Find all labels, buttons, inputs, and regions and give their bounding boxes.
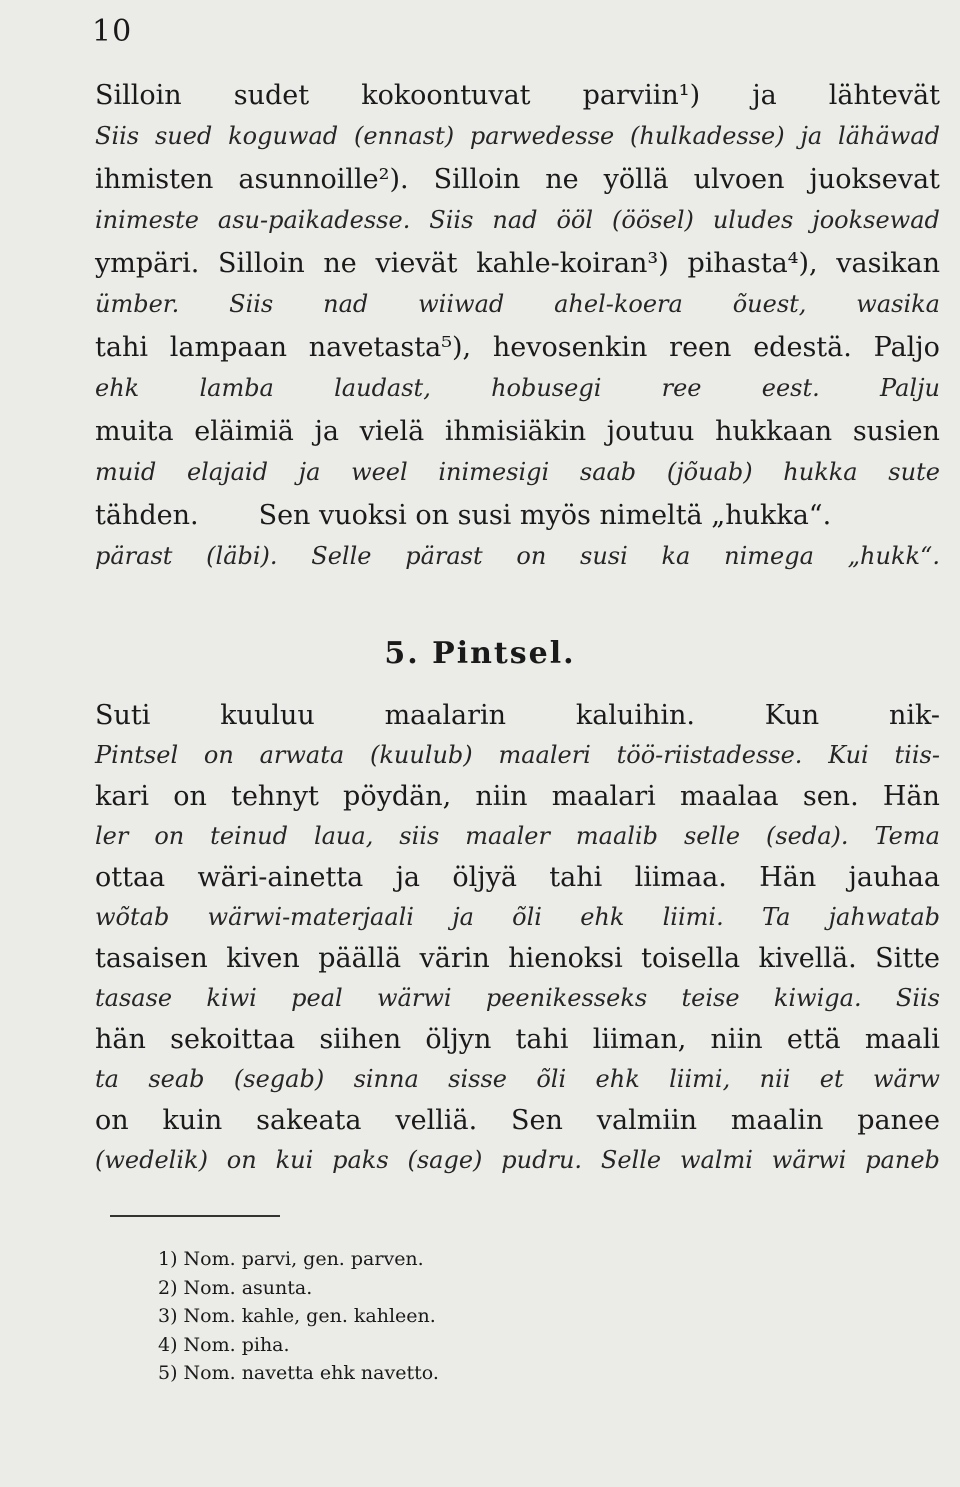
word: ehk: [595, 1064, 640, 1093]
word: (segab): [233, 1064, 325, 1093]
word: valmiin: [596, 1105, 698, 1136]
word: asunnoille²).: [238, 164, 409, 195]
word: hän: [95, 1024, 146, 1055]
word: Silloin: [218, 248, 305, 279]
word: lamba: [199, 374, 274, 402]
footnote-rule: [110, 1215, 280, 1217]
word: maalib: [575, 821, 658, 850]
finnish-line: [95, 500, 940, 531]
word: ümber.: [95, 290, 180, 318]
word: „hukk“.: [847, 542, 940, 570]
word: on: [226, 1145, 257, 1174]
word: navetasta⁵),: [308, 332, 472, 363]
word: liimi,: [669, 1064, 731, 1093]
word: sued: [154, 122, 213, 150]
word: Selle: [600, 1145, 662, 1174]
word: Siis: [95, 122, 140, 150]
word: Selle: [311, 542, 372, 570]
estonian-line: [95, 290, 940, 318]
word: wärwi-materjaali: [207, 902, 414, 931]
word: wiiwad: [418, 290, 505, 318]
word: pihasta⁴),: [687, 248, 818, 279]
word: jahwatab: [828, 902, 940, 931]
word: tiis-: [894, 740, 940, 769]
word: sen.: [802, 781, 859, 812]
word: hevosenkin: [492, 332, 648, 363]
footnote: 2) Nom. asunta.: [158, 1276, 313, 1299]
word: Sitte: [875, 943, 940, 974]
estonian-line: [95, 458, 940, 486]
word: ta: [95, 1064, 119, 1093]
word: paneb: [865, 1145, 940, 1174]
word: (wedelik): [95, 1145, 208, 1174]
word: inimeste: [95, 206, 199, 234]
estonian-line: [95, 741, 940, 769]
word: õli: [536, 1064, 567, 1093]
word: on: [95, 1105, 129, 1136]
word: tasaisen: [95, 943, 208, 974]
word: nad: [492, 206, 538, 234]
word: pärast: [95, 542, 173, 570]
finnish-line: [95, 332, 940, 363]
finnish-line: [95, 862, 940, 893]
word: muita: [95, 416, 174, 447]
word: ulvoen: [693, 164, 785, 195]
word: paks: [332, 1145, 389, 1174]
word: ehk: [95, 374, 140, 402]
word: parwedesse: [469, 122, 615, 150]
estonian-line: [95, 984, 940, 1012]
word: sinna: [353, 1064, 419, 1093]
word: sakeata: [256, 1105, 362, 1136]
word: teise: [681, 983, 740, 1012]
word: susien: [852, 416, 940, 447]
word: ja: [314, 416, 340, 447]
word: ihmisiäkin: [444, 416, 587, 447]
word: laua,: [313, 821, 374, 850]
word: pärast: [405, 542, 483, 570]
word: juoksevat: [809, 164, 940, 195]
word: kiwi: [206, 983, 257, 1012]
word: ler: [95, 821, 129, 850]
word: edestä.: [753, 332, 852, 363]
word: (sage): [407, 1145, 483, 1174]
word: eläimiä: [194, 416, 294, 447]
word: niin: [475, 781, 528, 812]
word: tähden.: [95, 500, 199, 531]
word: on: [516, 542, 547, 570]
word: Siis: [429, 206, 474, 234]
word: (ennast): [353, 122, 455, 150]
word: wärw: [873, 1064, 940, 1093]
word: laudast,: [334, 374, 431, 402]
word: töö-riistadesse.: [616, 740, 803, 769]
word: Silloin: [95, 80, 182, 111]
estonian-line: [95, 542, 940, 570]
word: elajaid: [186, 458, 268, 486]
finnish-line: [95, 416, 940, 447]
word: ree: [661, 374, 702, 402]
word: Suti: [95, 700, 151, 731]
word: Pintsel: [95, 740, 179, 769]
section-heading: 5. Pintsel.: [384, 636, 576, 671]
word: kui: [275, 1145, 314, 1174]
word: maaler: [465, 821, 550, 850]
word: kuuluu: [220, 700, 315, 731]
word: ottaa: [95, 862, 166, 893]
estonian-line: [95, 1065, 940, 1093]
word: päällä: [318, 943, 402, 974]
word: ne: [545, 164, 579, 195]
word: ne: [323, 248, 357, 279]
word: Paljo: [873, 332, 940, 363]
finnish-line: [95, 781, 940, 812]
word: on: [154, 821, 185, 850]
word: maalaa: [679, 781, 779, 812]
finnish-line: [95, 164, 940, 195]
word: wõtab: [95, 902, 170, 931]
word: maaleri: [498, 740, 591, 769]
word: ja: [800, 122, 823, 150]
word: tahi: [515, 1024, 569, 1055]
word: Silloin: [433, 164, 521, 195]
word: teinud: [210, 821, 288, 850]
word: on: [203, 740, 234, 769]
footnote: 3) Nom. kahle, gen. kahleen.: [158, 1305, 436, 1327]
footnote: 1) Nom. parvi, gen. parven.: [158, 1248, 424, 1270]
word: tasase: [95, 983, 173, 1012]
word: selle: [683, 821, 741, 850]
word: liimaa.: [634, 862, 727, 893]
word: reen: [669, 332, 732, 363]
word: ahel-koera: [554, 290, 683, 318]
word: Hän: [759, 862, 817, 893]
word: sute: [888, 458, 940, 486]
word: Palju: [880, 374, 940, 402]
word: vievät: [375, 248, 458, 279]
word: maalari: [551, 781, 656, 812]
finnish-line: [95, 248, 940, 279]
word: inimesigi: [438, 458, 550, 486]
word: seab: [148, 1064, 205, 1093]
word: lähtevät: [828, 80, 940, 111]
word: ja: [752, 80, 777, 111]
word: Ta: [761, 902, 791, 931]
finnish-line: [95, 943, 940, 974]
word: öljyä: [452, 862, 517, 893]
word: Siis: [229, 290, 274, 318]
word: ka: [661, 542, 691, 570]
word: nad: [323, 290, 369, 318]
estonian-line: [95, 1146, 940, 1174]
word: kuin: [162, 1105, 223, 1136]
word: Sen vuoksi on susi myös nimeltä „hukka“.: [258, 500, 832, 531]
word: kahle-koiran³): [476, 248, 669, 279]
word: parviin¹): [582, 80, 701, 111]
word: wärwi: [377, 983, 452, 1012]
word: hukkaan: [715, 416, 833, 447]
word: pöydän,: [343, 781, 452, 812]
word: velliä.: [395, 1105, 478, 1136]
word: että: [786, 1024, 841, 1055]
word: jooksewad: [812, 206, 940, 234]
word: (kuulub): [369, 740, 473, 769]
estonian-line: [95, 206, 940, 234]
finnish-line: [95, 80, 940, 111]
word: sisse: [448, 1064, 507, 1093]
word: ehk: [580, 902, 625, 931]
word: peenikesseks: [485, 983, 648, 1012]
word: lampaan: [169, 332, 287, 363]
word: Siis: [895, 983, 940, 1012]
word: ihmisten: [95, 164, 214, 195]
page-number: 10: [92, 14, 133, 49]
estonian-line: [95, 903, 940, 931]
word: peal: [291, 983, 343, 1012]
word: hukka: [783, 458, 858, 486]
word: lähäwad: [838, 122, 940, 150]
word: hienoksi: [508, 943, 623, 974]
word: nimega: [724, 542, 814, 570]
estonian-line: [95, 822, 940, 850]
word: hobusegi: [491, 374, 602, 402]
word: uludes: [712, 206, 794, 234]
word: panee: [857, 1105, 940, 1136]
word: Hän: [882, 781, 940, 812]
finnish-line: [95, 1105, 940, 1136]
word: Kun: [764, 700, 820, 731]
word: Sen: [511, 1105, 563, 1136]
word: kari: [95, 781, 149, 812]
word: maalarin: [384, 700, 507, 731]
word: ja: [452, 902, 474, 931]
word: asu-paikadesse.: [217, 206, 411, 234]
word: (jõuab): [666, 458, 753, 486]
word: koguwad: [228, 122, 339, 150]
word: muid: [95, 458, 157, 486]
word: wäri-ainetta: [197, 862, 364, 893]
word: nii: [759, 1064, 791, 1093]
word: öljyn: [425, 1024, 492, 1055]
word: liiman,: [592, 1024, 687, 1055]
word: ympäri.: [95, 248, 200, 279]
word: vielä: [359, 416, 425, 447]
word: et: [819, 1064, 844, 1093]
word: tahi: [549, 862, 603, 893]
estonian-line: [95, 122, 940, 150]
word: saab: [579, 458, 637, 486]
word: (öösel): [612, 206, 694, 234]
word: õuest,: [732, 290, 807, 318]
word: arwata: [259, 740, 345, 769]
word: õli: [512, 902, 542, 931]
estonian-line: [95, 374, 940, 402]
word: kiwiga.: [773, 983, 862, 1012]
word: Kui: [828, 740, 869, 769]
word: yöllä: [603, 164, 669, 195]
word: siihen: [319, 1024, 402, 1055]
word: kivellä.: [758, 943, 857, 974]
word: kaluihin.: [575, 700, 695, 731]
word: toisella: [641, 943, 741, 974]
word: (läbi).: [206, 542, 278, 570]
word: walmi: [679, 1145, 753, 1174]
word: vasikan: [836, 248, 940, 279]
word: wasika: [856, 290, 940, 318]
word: maali: [864, 1024, 940, 1055]
word: joutuu: [606, 416, 695, 447]
word: siis: [399, 821, 440, 850]
word: ja: [298, 458, 321, 486]
word: tehnyt: [231, 781, 319, 812]
word: susi: [580, 542, 628, 570]
word: on: [173, 781, 207, 812]
footnote: 5) Nom. navetta ehk navetto.: [158, 1362, 439, 1384]
word: ööl: [556, 206, 594, 234]
word: sudet: [233, 80, 310, 111]
word: (seda).: [765, 821, 849, 850]
finnish-line: [95, 700, 940, 731]
word: (hulkadesse): [630, 122, 785, 150]
word: maalin: [730, 1105, 824, 1136]
word: ja: [395, 862, 421, 893]
footnote: 4) Nom. piha.: [158, 1333, 290, 1356]
word: kiven: [226, 943, 300, 974]
word: niin: [710, 1024, 763, 1055]
word: tahi: [95, 332, 148, 363]
word: liimi.: [662, 902, 724, 931]
word: wärwi: [771, 1145, 847, 1174]
word: pudru.: [501, 1145, 583, 1174]
word: kokoontuvat: [361, 80, 531, 111]
word: eest.: [761, 374, 820, 402]
word: sekoittaa: [170, 1024, 296, 1055]
finnish-line: [95, 1024, 940, 1055]
word: weel: [351, 458, 408, 486]
word: Tema: [874, 821, 940, 850]
word: nik-: [888, 700, 940, 731]
word: jauhaa: [848, 862, 940, 893]
word: värin: [419, 943, 490, 974]
